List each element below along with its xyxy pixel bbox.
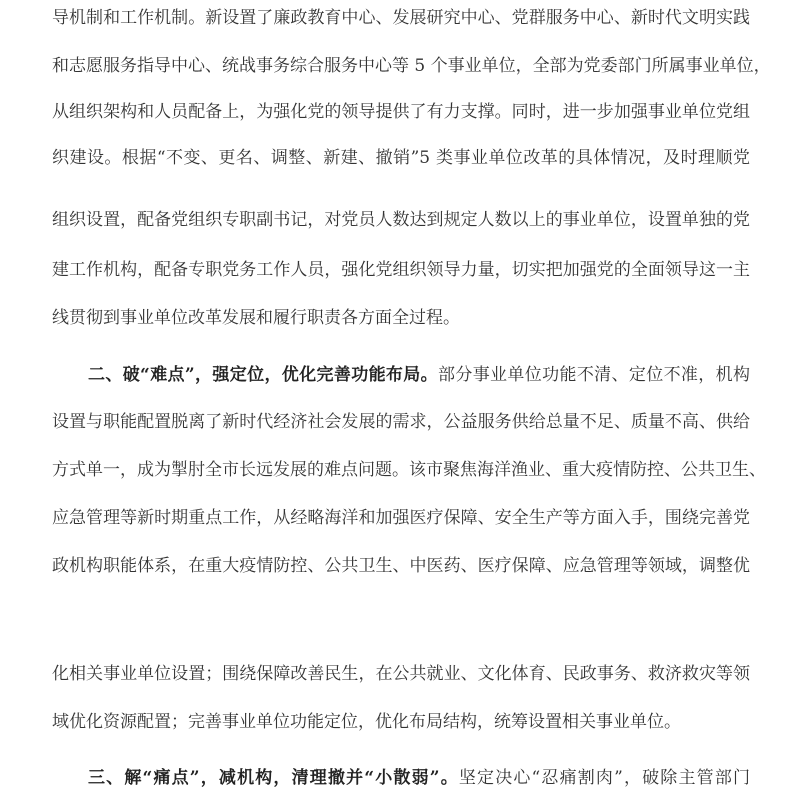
text-line: 导机制和工作机制。新设置了廉政教育中心、发展研究中心、党群服务中心、新时代文明实践 xyxy=(52,8,750,28)
text-line: 应急管理等新时期重点工作，从经略海洋和加强医疗保障、安全生产等方面入手，围绕完善党 xyxy=(52,508,750,528)
text-line: 织建设。根据“不变、更名、调整、新建、撤销”5 类事业单位改革的具体情况，及时理顺党 xyxy=(52,148,750,168)
text-line: 方式单一，成为掣肘全市长远发展的难点问题。该市聚焦海洋渔业、重大疫情防控、公共卫生、 xyxy=(52,460,766,480)
text-line: 和志愿服务指导中心、统战事务综合服务中心等 5 个事业单位，全部为党委部门所属事业单位， xyxy=(52,56,771,76)
section-heading-line xyxy=(88,767,750,789)
text-span: 坚定决心“忍痛割肉”，破除主管部门 xyxy=(458,768,750,788)
section-heading: 二、破“难点”，强定位，优化完善功能布局。 xyxy=(88,365,438,385)
text-line: 化相关事业单位设置；围绕保障改善民生，在公共就业、文化体育、民政事务、救济救灾等领 xyxy=(52,664,750,684)
text-line: 域优化资源配置；完善事业单位功能定位，优化布局结构，统筹设置相关事业单位。 xyxy=(52,712,681,732)
text-line: 政机构职能体系，在重大疫情防控、公共卫生、中医药、医疗保障、应急管理等领域，调整优 xyxy=(52,556,750,576)
section-heading-line xyxy=(88,364,750,386)
text-line: 线贯彻到事业单位改革发展和履行职责各方面全过程。 xyxy=(52,308,460,328)
text-line: 从组织架构和人员配备上，为强化党的领导提供了有力支撑。同时，进一步加强事业单位党组 xyxy=(52,102,750,122)
text-line: 设置与职能配置脱离了新时代经济社会发展的需求，公益服务供给总量不足、质量不高、供给 xyxy=(52,412,750,432)
section-heading: 三、解“痛点”，减机构，清理撤并“小散弱”。 xyxy=(88,768,459,788)
text-line: 建工作机构，配备专职党务工作人员，强化党组织领导力量，切实把加强党的全面领导这一主 xyxy=(52,260,750,280)
text-line: 组织设置，配备党组织专职副书记，对党员人数达到规定人数以上的事业单位，设置单独的党 xyxy=(52,210,750,230)
text-span: 部分事业单位功能不清、定位不准，机构 xyxy=(437,365,750,385)
